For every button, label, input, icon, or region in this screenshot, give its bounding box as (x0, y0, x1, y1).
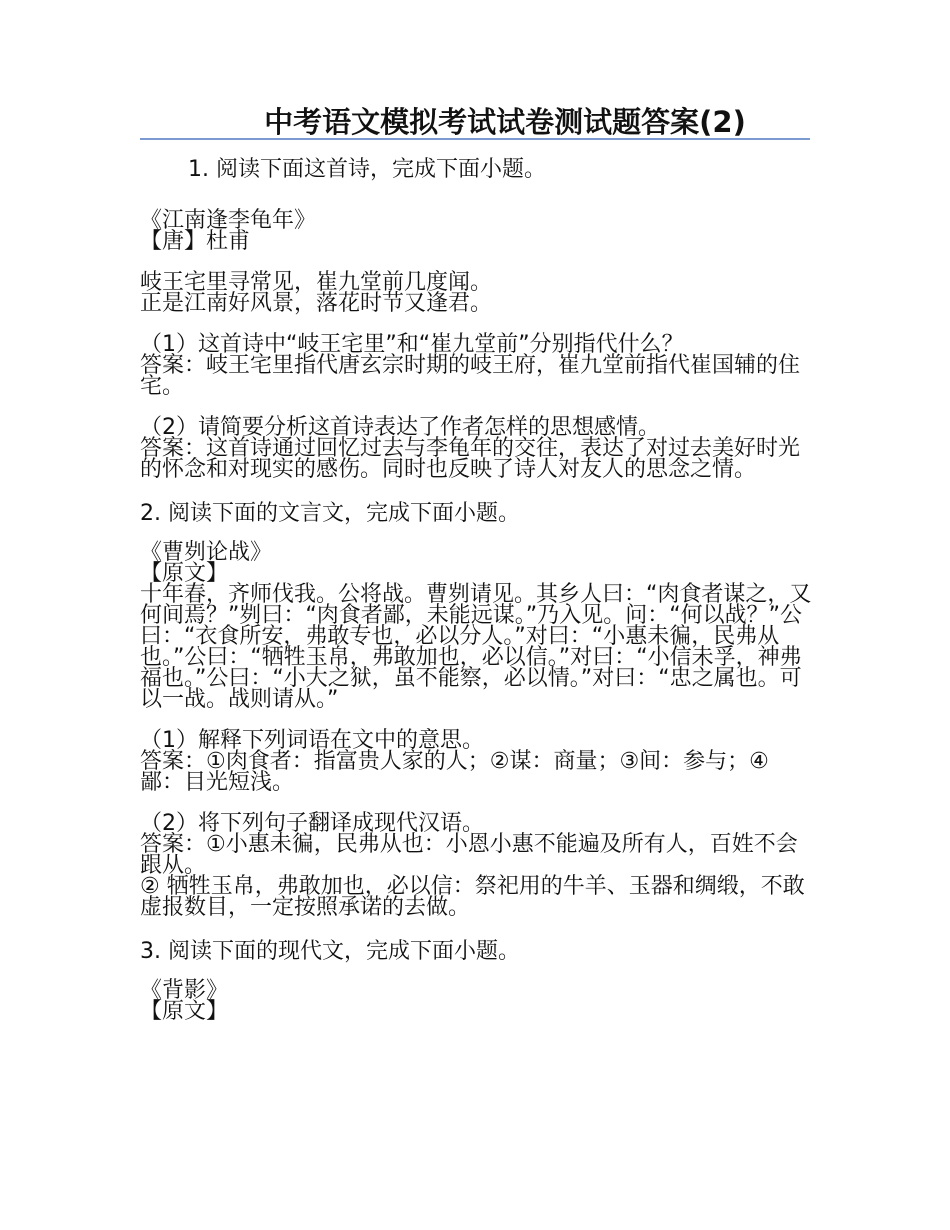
original-text-label: 【原文】 (140, 561, 229, 586)
question-1-intro: 1. 阅读下面这首诗，完成下面小题。 (188, 157, 546, 182)
q1-sub1-question: （1）这首诗中“岐王宅里”和“崔九堂前”分别指代什么？ (140, 332, 684, 357)
poem-line-2: 正是江南好风景，落花时节又逢君。 (140, 291, 493, 316)
q1-sub2-question: （2）请简要分析这首诗表达了作者怎样的思想感情。 (140, 415, 660, 440)
q2-sub1-answer: 答案：①肉食者：指富贵人家的人；②谋：商量；③间：参与；④鄙：目光短浅。 (140, 749, 769, 795)
question-2-intro: 2. 阅读下面的文言文，完成下面小题。 (140, 501, 520, 526)
question-3-intro: 3. 阅读下面的现代文，完成下面小题。 (140, 939, 520, 964)
document-body (140, 156, 812, 1022)
classical-text-title: 《曹刿论战》 (140, 540, 273, 565)
classical-original-text: 十年春，齐师伐我。公将战。曹刿请见。其乡人曰：“肉食者谋之，又何间焉？”刿曰：“肉食者鄙，未能远谋。”乃入见。问：“何以战？”公曰：“衣食所安，弗敢专也，必以分人。”对曰：“小惠未徧，民弗从也。”公曰：“牺牲玉帛，弗敢加也，必以信。”对曰：“小信未孚，神弗福也。”公曰：“小大之狱，虽不能察，必以情。”对曰：“忠之属也。可以一战。战则请从。” (140, 582, 812, 712)
q2-sub2-answer-2: ② 牺牲玉帛，弗敢加也，必以信：祭祀用的牛羊、玉器和绸缎，不敢虚报数目，一定按照承诺的去做。 (140, 874, 805, 920)
page-title: 中考语文模拟考试试卷测试题答案(2) (264, 105, 746, 139)
modern-original-label: 【原文】 (140, 999, 229, 1024)
poem-line-1: 岐王宅里寻常见，崔九堂前几度闻。 (140, 270, 493, 295)
poem-author: 【唐】杜甫 (140, 229, 251, 254)
q2-sub2-answer-1: 答案：①小惠未徧，民弗从也：小恩小惠不能遍及所有人，百姓不会跟从。 (140, 832, 798, 878)
poem-title: 《江南逢李龟年》 (140, 208, 317, 233)
q2-sub1-question: （1）解释下列词语在文中的意思。 (140, 728, 484, 753)
q2-sub2-question: （2）将下列句子翻译成现代汉语。 (140, 811, 484, 836)
q1-sub2-answer: 答案：这首诗通过回忆过去与李龟年的交往，表达了对过去美好时光的怀念和对现实的感伤。同时也反映了诗人对友人的思念之情。 (140, 436, 801, 482)
q1-sub1-answer: 答案：岐王宅里指代唐玄宗时期的岐王府，崔九堂前指代崔国辅的住宅。 (140, 353, 801, 399)
title-underline (140, 138, 810, 140)
modern-text-title: 《背影》 (140, 978, 229, 1003)
